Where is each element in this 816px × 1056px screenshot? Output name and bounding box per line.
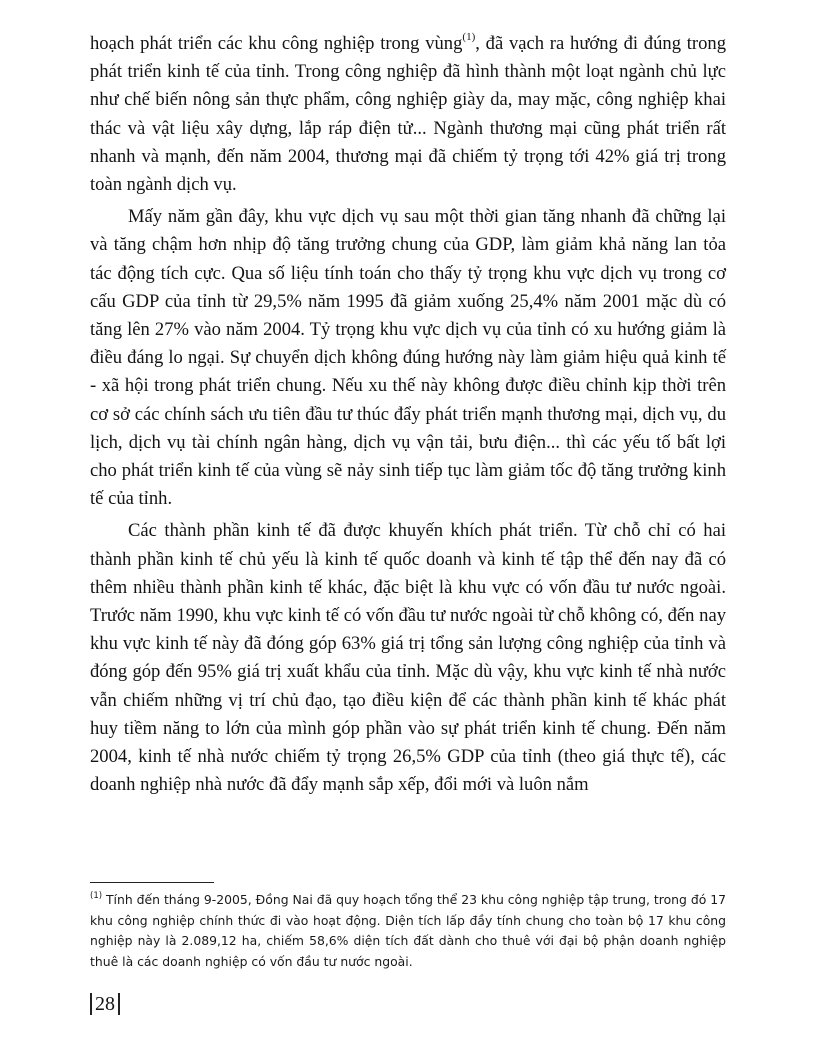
- paragraph-1-text-end: , đã vạch ra hướng đi đúng trong phát triển kinh tế của tỉnh. Trong công nghiệp đã hình thành một loạt ngành chủ lực như chế biến nông sản thực phẩm, công nghiệp giày da, may mặc, công nghiệp khai thác và vật liệu xây dựng, lắp ráp điện tử... Ngành thương mại cũng phát triển rất nhanh và mạnh, đến năm 2004, thương mại đã chiếm tỷ trọng tới 42% giá trị trong toàn ngành dịch vụ.: [90, 33, 726, 196]
- footnote-reference-1: (1): [462, 30, 476, 43]
- footnote-marker: (1): [90, 890, 103, 901]
- page-body: [90, 30, 726, 799]
- footnote-1: [90, 890, 726, 972]
- footnote-separator: [90, 882, 214, 883]
- paragraph-1: [90, 30, 726, 199]
- paragraph-1-text-start: hoạch phát triển các khu công nghiệp trong vùng: [90, 33, 463, 54]
- footnote-text: Tính đến tháng 9-2005, Đồng Nai đã quy hoạch tổng thể 23 khu công nghiệp tập trung, trong đó 17 khu công nghiệp chính thức đi vào hoạt động. Diện tích lấp đầy tính chung cho toàn bộ 17 khu công nghiệp này là 2.089,12 ha, chiếm 58,6% diện tích đất dành cho thuê với đại bộ phận doanh nghiệp thuê là các doanh nghiệp có vốn đầu tư nước ngoài.: [90, 892, 726, 969]
- page-number: 28: [90, 993, 120, 1015]
- paragraph-2: Mấy năm gần đây, khu vực dịch vụ sau một thời gian tăng nhanh đã chững lại và tăng chậm hơn nhịp độ tăng trưởng chung của GDP, làm giảm khả năng lan tỏa tác động tích cực. Qua số liệu tính toán cho thấy tỷ trọng khu vực dịch vụ trong cơ cấu GDP của tỉnh từ 29,5% năm 1995 đã giảm xuống 25,4% năm 2001 mặc dù có tăng lên 27% vào năm 2004. Tỷ trọng khu vực dịch vụ của tỉnh có xu hướng giảm là điều đáng lo ngại. Sự chuyển dịch không đúng hướng này làm giảm hiệu quả kinh tế - xã hội trong phát triển chung. Nếu xu thế này không được điều chỉnh kịp thời trên cơ sở các chính sách ưu tiên đầu tư thúc đẩy phát triển mạnh thương mại, dịch vụ, du lịch, dịch vụ tài chính ngân hàng, dịch vụ vận tải, bưu điện... thì các yếu tố bất lợi cho phát triển kinh tế của vùng sẽ nảy sinh tiếp tục làm giảm tốc độ tăng trưởng kinh tế của tỉnh.: [90, 206, 726, 510]
- paragraph-3: Các thành phần kinh tế đã được khuyến khích phát triển. Từ chỗ chỉ có hai thành phần kinh tế chủ yếu là kinh tế quốc doanh và kinh tế tập thể đến nay đã có thêm nhiều thành phần kinh tế khác, đặc biệt là khu vực có vốn đầu tư nước ngoài. Trước năm 1990, khu vực kinh tế có vốn đầu tư nước ngoài từ chỗ không có, đến nay khu vực kinh tế này đã đóng góp 63% giá trị tổng sản lượng công nghiệp của tỉnh và đóng góp đến 95% giá trị xuất khẩu của tỉnh. Mặc dù vậy, khu vực kinh tế nhà nước vẫn chiếm những vị trí chủ đạo, tạo điều kiện để các thành phần kinh tế khác phát huy tiềm năng to lớn của mình góp phần vào sự phát triển kinh tế chung. Đến năm 2004, kinh tế nhà nước chiếm tỷ trọng 26,5% GDP của tỉnh (theo giá thực tế), các doanh nghiệp nhà nước đã đẩy mạnh sắp xếp, đổi mới và luôn nắm: [90, 520, 726, 796]
